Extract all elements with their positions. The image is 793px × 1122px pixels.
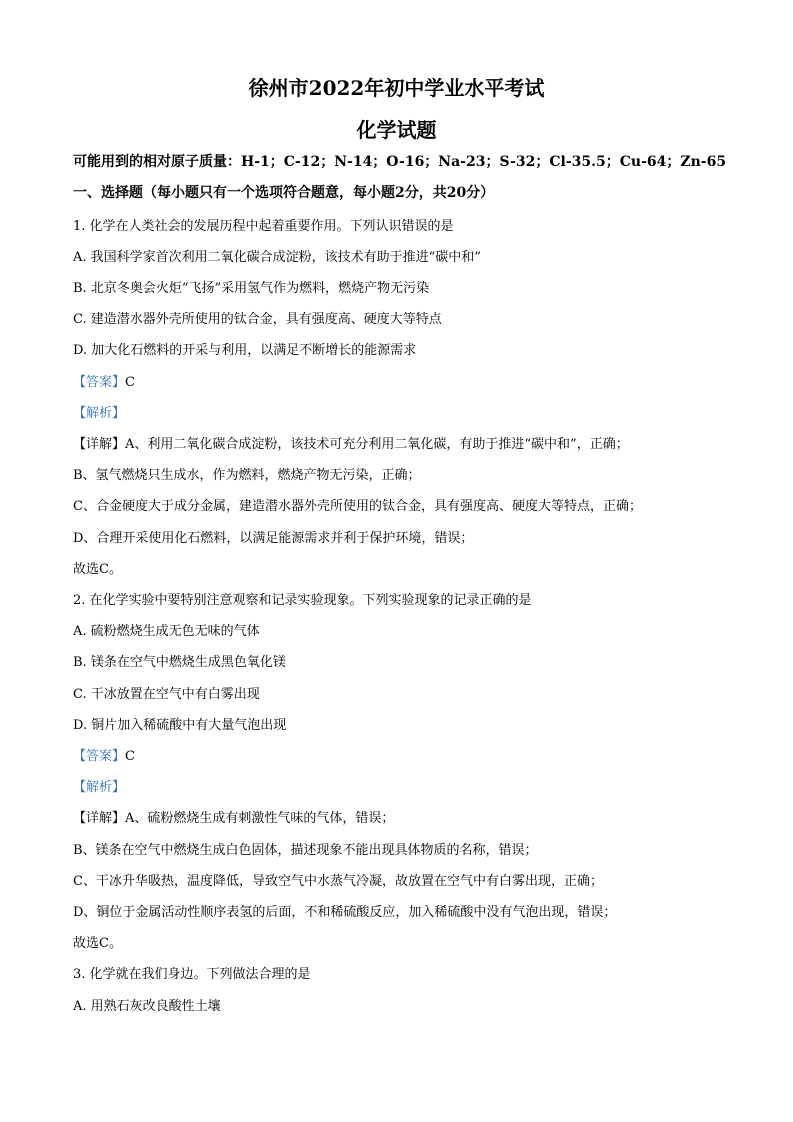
question-1-detail-d: D、合理开采使用化石燃料，以满足能源需求并利于保护环境，错误； (73, 531, 474, 546)
exam-title: 徐州市2022年初中学业水平考试 (248, 76, 545, 100)
answer-value: C (125, 749, 135, 764)
question-2-option-d: D. 铜片加入稀硫酸中有大量气泡出现 (73, 718, 287, 733)
question-2-conclusion: 故选C。 (73, 936, 122, 951)
question-1-option-d: D. 加大化石燃料的开采与利用，以满足不断增长的能源需求 (73, 343, 417, 358)
question-2-detail-b: B、镁条在空气中燃烧生成白色固体，描述现象不能出现具体物质的名称，错误； (73, 843, 538, 858)
detail-label: 【详解】 (73, 811, 126, 826)
question-1-option-a: A. 我国科学家首次利用二氧化碳合成淀粉，该技术有助于推进“碳中和” (73, 250, 481, 265)
detail-text: A、硫粉燃烧生成有刺激性气味的气体，错误； (125, 811, 395, 826)
question-2-option-a: A. 硫粉燃烧生成无色无味的气体 (73, 624, 260, 639)
question-1-option-b: B. 北京冬奥会火炬“飞扬”采用氢气作为燃料，燃烧产物无污染 (73, 281, 430, 296)
question-1-stem: 1. 化学在人类社会的发展历程中起着重要作用。下列认识错误的是 (73, 219, 454, 234)
atomic-masses: 可能用到的相对原子质量：H-1；C-12；N-14；O-16；Na-23；S-32；Cl-35.5；Cu-64；Zn-65 (73, 154, 727, 170)
question-2-detail-c: C、干冰升华吸热，温度降低，导致空气中水蒸气冷凝，故放置在空气中有白雾出现，正确； (73, 874, 603, 889)
question-3-stem: 3. 化学就在我们身边。下列做法合理的是 (73, 967, 311, 982)
answer-label: 【答案】 (73, 375, 126, 390)
detail-text: A、利用二氧化碳合成淀粉，该技术可充分利用二氧化碳，有助于推进“碳中和”，正确； (125, 437, 629, 452)
question-1-detail-c: C、合金硬度大于成分金属，建造潜水器外壳所使用的钛合金，具有强度高、硬度大等特点，正确； (73, 499, 642, 514)
answer-label: 【答案】 (73, 749, 126, 764)
question-1-analysis-label: 【解析】 (73, 406, 126, 421)
question-2-option-c: C. 干冰放置在空气中有白雾出现 (73, 687, 260, 702)
exam-subtitle: 化学试题 (356, 118, 437, 142)
answer-value: C (125, 375, 135, 390)
question-1-answer (73, 371, 135, 390)
section-heading: 一、选择题（每小题只有一个选项符合题意，每小题2分，共20分） (73, 185, 495, 201)
question-1-detail-b: B、氢气燃烧只生成水，作为燃料，燃烧产物无污染，正确； (73, 468, 421, 483)
question-2-stem: 2. 在化学实验中要特别注意观察和记录实验现象。下列实验现象的记录正确的是 (73, 593, 532, 608)
question-1-option-c: C. 建造潜水器外壳所使用的钛合金，具有强度高、硬度大等特点 (73, 312, 442, 327)
question-2-detail-d: D、铜位于金属活动性顺序表氢的后面，不和稀硫酸反应，加入稀硫酸中没有气泡出现，错误； (73, 905, 617, 920)
question-3-option-a: A. 用熟石灰改良酸性土壤 (73, 999, 221, 1014)
question-2-answer (73, 745, 135, 764)
question-2-option-b: B. 镁条在空气中燃烧生成黑色氧化镁 (73, 655, 286, 670)
question-1-conclusion: 故选C。 (73, 562, 122, 577)
question-2-analysis-label: 【解析】 (73, 780, 126, 795)
question-2-detail-a (73, 807, 394, 826)
question-1-detail-a (73, 433, 629, 452)
detail-label: 【详解】 (73, 437, 126, 452)
